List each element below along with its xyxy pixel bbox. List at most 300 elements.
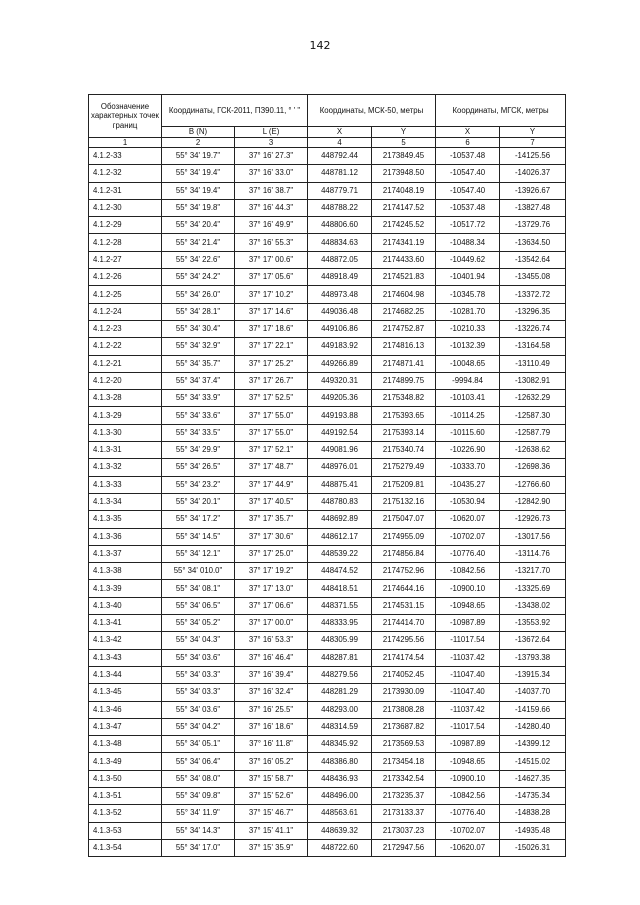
cell-point-id: 4.1.2-23 — [89, 320, 162, 337]
cell-point-id: 4.1.2-21 — [89, 355, 162, 372]
cell-msk-x: 449081.96 — [308, 442, 372, 459]
cell-mgsk-x: -10281.70 — [436, 303, 500, 320]
cell-latitude-b: 55° 34' 23.2" — [162, 476, 235, 493]
cell-latitude-b: 55° 34' 04.3" — [162, 632, 235, 649]
cell-msk-x: 448371.55 — [308, 597, 372, 614]
cell-longitude-l: 37° 17' 25.0" — [235, 545, 308, 562]
cell-mgsk-x: -10333.70 — [436, 459, 500, 476]
cell-msk-x: 449193.88 — [308, 407, 372, 424]
table-row — [89, 372, 566, 389]
cell-msk-x: 449266.89 — [308, 355, 372, 372]
cell-mgsk-y: -13114.76 — [500, 545, 566, 562]
cell-msk-y: 2174245.52 — [372, 217, 436, 234]
table-row — [89, 615, 566, 632]
cell-point-id: 4.1.3-50 — [89, 770, 162, 787]
cell-msk-y: 2174147.52 — [372, 199, 436, 216]
table-row — [89, 684, 566, 701]
column-number-7: 7 — [500, 137, 566, 148]
table-row — [89, 390, 566, 407]
cell-msk-y: 2175132.16 — [372, 493, 436, 510]
cell-longitude-l: 37° 15' 41.1" — [235, 822, 308, 839]
cell-longitude-l: 37° 17' 18.6" — [235, 320, 308, 337]
cell-point-id: 4.1.2-24 — [89, 303, 162, 320]
cell-point-id: 4.1.3-41 — [89, 615, 162, 632]
cell-mgsk-y: -12842.90 — [500, 493, 566, 510]
cell-mgsk-y: -13672.64 — [500, 632, 566, 649]
cell-mgsk-y: -13164.58 — [500, 338, 566, 355]
cell-msk-x: 448333.95 — [308, 615, 372, 632]
table-row — [89, 666, 566, 683]
table-row — [89, 632, 566, 649]
table-row — [89, 199, 566, 216]
cell-msk-y: 2173948.50 — [372, 165, 436, 182]
cell-point-id: 4.1.3-54 — [89, 839, 162, 856]
table-row — [89, 511, 566, 528]
cell-latitude-b: 55° 34' 33.6" — [162, 407, 235, 424]
cell-mgsk-y: -13455.08 — [500, 269, 566, 286]
cell-latitude-b: 55° 34' 17.0" — [162, 839, 235, 856]
cell-msk-y: 2173133.37 — [372, 805, 436, 822]
cell-latitude-b: 55° 34' 05.2" — [162, 615, 235, 632]
cell-longitude-l: 37° 17' 40.5" — [235, 493, 308, 510]
cell-msk-x: 448293.00 — [308, 701, 372, 718]
column-number-2: 2 — [162, 137, 235, 148]
cell-msk-y: 2175279.49 — [372, 459, 436, 476]
cell-longitude-l: 37° 17' 35.7" — [235, 511, 308, 528]
cell-msk-x: 449320.31 — [308, 372, 372, 389]
cell-longitude-l: 37° 17' 48.7" — [235, 459, 308, 476]
cell-msk-y: 2174414.70 — [372, 615, 436, 632]
cell-msk-x: 449106.86 — [308, 320, 372, 337]
cell-latitude-b: 55° 34' 08.1" — [162, 580, 235, 597]
cell-longitude-l: 37° 17' 14.6" — [235, 303, 308, 320]
cell-msk-x: 448474.52 — [308, 563, 372, 580]
cell-latitude-b: 55° 34' 37.4" — [162, 372, 235, 389]
cell-mgsk-y: -13915.34 — [500, 666, 566, 683]
column-number-4: 4 — [308, 137, 372, 148]
table-row — [89, 805, 566, 822]
cell-longitude-l: 37° 17' 13.0" — [235, 580, 308, 597]
cell-msk-y: 2174871.41 — [372, 355, 436, 372]
cell-latitude-b: 55° 34' 010.0" — [162, 563, 235, 580]
cell-latitude-b: 55° 34' 19.4" — [162, 165, 235, 182]
cell-longitude-l: 37° 15' 46.7" — [235, 805, 308, 822]
cell-mgsk-y: -14515.02 — [500, 753, 566, 770]
cell-mgsk-x: -10345.78 — [436, 286, 500, 303]
cell-longitude-l: 37° 16' 38.7" — [235, 182, 308, 199]
cell-mgsk-x: -10115.60 — [436, 424, 500, 441]
cell-longitude-l: 37° 17' 00.0" — [235, 615, 308, 632]
cell-mgsk-y: -12587.79 — [500, 424, 566, 441]
cell-point-id: 4.1.3-30 — [89, 424, 162, 441]
cell-longitude-l: 37° 17' 55.0" — [235, 424, 308, 441]
cell-point-id: 4.1.3-51 — [89, 787, 162, 804]
table-row — [89, 787, 566, 804]
cell-mgsk-x: -10842.56 — [436, 787, 500, 804]
cell-msk-y: 2173808.28 — [372, 701, 436, 718]
cell-mgsk-y: -13634.50 — [500, 234, 566, 251]
cell-msk-y: 2174816.13 — [372, 338, 436, 355]
table-row — [89, 355, 566, 372]
cell-msk-x: 448780.83 — [308, 493, 372, 510]
cell-point-id: 4.1.3-36 — [89, 528, 162, 545]
cell-longitude-l: 37° 16' 55.3" — [235, 234, 308, 251]
cell-msk-y: 2174048.19 — [372, 182, 436, 199]
cell-msk-y: 2174955.09 — [372, 528, 436, 545]
cell-mgsk-x: -10948.65 — [436, 753, 500, 770]
table-row — [89, 234, 566, 251]
cell-msk-x: 448918.49 — [308, 269, 372, 286]
cell-latitude-b: 55° 34' 26.5" — [162, 459, 235, 476]
cell-latitude-b: 55° 34' 30.4" — [162, 320, 235, 337]
cell-longitude-l: 37° 16' 53.3" — [235, 632, 308, 649]
table-row — [89, 580, 566, 597]
table-row — [89, 839, 566, 856]
cell-longitude-l: 37° 17' 22.1" — [235, 338, 308, 355]
cell-mgsk-y: -13325.69 — [500, 580, 566, 597]
cell-point-id: 4.1.3-38 — [89, 563, 162, 580]
cell-latitude-b: 55° 34' 08.0" — [162, 770, 235, 787]
table-body — [89, 148, 566, 857]
cell-latitude-b: 55° 34' 11.9" — [162, 805, 235, 822]
table-row — [89, 822, 566, 839]
cell-msk-y: 2174682.25 — [372, 303, 436, 320]
cell-mgsk-y: -14159.66 — [500, 701, 566, 718]
cell-point-id: 4.1.3-34 — [89, 493, 162, 510]
cell-longitude-l: 37° 16' 27.3" — [235, 148, 308, 165]
cell-point-id: 4.1.3-37 — [89, 545, 162, 562]
cell-msk-x: 448436.93 — [308, 770, 372, 787]
cell-mgsk-x: -11037.42 — [436, 701, 500, 718]
cell-msk-y: 2174604.98 — [372, 286, 436, 303]
cell-latitude-b: 55° 34' 19.7" — [162, 148, 235, 165]
cell-latitude-b: 55° 34' 21.4" — [162, 234, 235, 251]
cell-point-id: 4.1.3-42 — [89, 632, 162, 649]
cell-msk-y: 2174899.75 — [372, 372, 436, 389]
cell-point-id: 4.1.2-33 — [89, 148, 162, 165]
cell-mgsk-y: -13793.38 — [500, 649, 566, 666]
cell-point-id: 4.1.2-32 — [89, 165, 162, 182]
cell-msk-y: 2173342.54 — [372, 770, 436, 787]
table-row — [89, 528, 566, 545]
cell-msk-x: 449036.48 — [308, 303, 372, 320]
cell-mgsk-y: -14280.40 — [500, 718, 566, 735]
cell-latitude-b: 55° 34' 14.5" — [162, 528, 235, 545]
cell-mgsk-y: -13553.92 — [500, 615, 566, 632]
cell-longitude-l: 37° 17' 00.6" — [235, 251, 308, 268]
cell-msk-x: 448287.81 — [308, 649, 372, 666]
cell-latitude-b: 55° 34' 33.5" — [162, 424, 235, 441]
cell-msk-x: 448314.59 — [308, 718, 372, 735]
cell-msk-x: 449192.54 — [308, 424, 372, 441]
table-row — [89, 320, 566, 337]
cell-mgsk-x: -11047.40 — [436, 666, 500, 683]
cell-msk-x: 448639.32 — [308, 822, 372, 839]
cell-mgsk-x: -10900.10 — [436, 770, 500, 787]
cell-mgsk-y: -12587.30 — [500, 407, 566, 424]
cell-mgsk-x: -10776.40 — [436, 805, 500, 822]
cell-latitude-b: 55° 34' 14.3" — [162, 822, 235, 839]
cell-mgsk-y: -13372.72 — [500, 286, 566, 303]
cell-mgsk-x: -10226.90 — [436, 442, 500, 459]
table-row — [89, 442, 566, 459]
cell-point-id: 4.1.3-45 — [89, 684, 162, 701]
cell-longitude-l: 37° 17' 30.6" — [235, 528, 308, 545]
cell-latitude-b: 55° 34' 19.8" — [162, 199, 235, 216]
cell-msk-x: 448418.51 — [308, 580, 372, 597]
cell-mgsk-x: -10620.07 — [436, 511, 500, 528]
cell-longitude-l: 37° 17' 19.2" — [235, 563, 308, 580]
cell-longitude-l: 37° 15' 35.9" — [235, 839, 308, 856]
cell-mgsk-x: -10132.39 — [436, 338, 500, 355]
cell-latitude-b: 55° 34' 03.3" — [162, 666, 235, 683]
cell-longitude-l: 37° 16' 46.4" — [235, 649, 308, 666]
header-point-designation: Обозначение характерных точек границ — [89, 95, 162, 138]
header-msk-x: X — [308, 127, 372, 138]
cell-longitude-l: 37° 16' 32.4" — [235, 684, 308, 701]
cell-mgsk-y: -13110.49 — [500, 355, 566, 372]
cell-mgsk-x: -10449.62 — [436, 251, 500, 268]
cell-mgsk-x: -10702.07 — [436, 528, 500, 545]
cell-mgsk-x: -10948.65 — [436, 597, 500, 614]
cell-msk-y: 2172947.56 — [372, 839, 436, 856]
cell-longitude-l: 37° 16' 33.0" — [235, 165, 308, 182]
table-row — [89, 165, 566, 182]
header-mgsk-coordinates: Координаты, МГСК, метры — [436, 95, 566, 127]
cell-mgsk-y: -12926.73 — [500, 511, 566, 528]
cell-msk-y: 2175393.65 — [372, 407, 436, 424]
cell-mgsk-y: -12638.62 — [500, 442, 566, 459]
cell-mgsk-x: -10776.40 — [436, 545, 500, 562]
cell-latitude-b: 55° 34' 22.6" — [162, 251, 235, 268]
cell-mgsk-x: -11017.54 — [436, 718, 500, 735]
cell-point-id: 4.1.3-53 — [89, 822, 162, 839]
cell-mgsk-x: -10537.48 — [436, 199, 500, 216]
cell-latitude-b: 55° 34' 32.9" — [162, 338, 235, 355]
cell-longitude-l: 37° 16' 25.5" — [235, 701, 308, 718]
cell-point-id: 4.1.2-28 — [89, 234, 162, 251]
table-row — [89, 563, 566, 580]
table-row — [89, 338, 566, 355]
cell-longitude-l: 37° 16' 11.8" — [235, 736, 308, 753]
table-row — [89, 459, 566, 476]
cell-mgsk-y: -13438.02 — [500, 597, 566, 614]
cell-msk-y: 2173454.18 — [372, 753, 436, 770]
cell-point-id: 4.1.3-28 — [89, 390, 162, 407]
cell-mgsk-x: -10987.89 — [436, 736, 500, 753]
cell-msk-x: 448779.71 — [308, 182, 372, 199]
cell-mgsk-x: -10530.94 — [436, 493, 500, 510]
cell-point-id: 4.1.3-44 — [89, 666, 162, 683]
cell-point-id: 4.1.3-46 — [89, 701, 162, 718]
table-row — [89, 770, 566, 787]
cell-mgsk-y: -13017.56 — [500, 528, 566, 545]
cell-msk-y: 2175209.81 — [372, 476, 436, 493]
cell-msk-x: 448279.56 — [308, 666, 372, 683]
cell-mgsk-y: -14735.34 — [500, 787, 566, 804]
cell-msk-x: 449183.92 — [308, 338, 372, 355]
table-row — [89, 493, 566, 510]
cell-mgsk-x: -10547.40 — [436, 182, 500, 199]
cell-msk-x: 448792.44 — [308, 148, 372, 165]
cell-point-id: 4.1.3-31 — [89, 442, 162, 459]
table-row — [89, 303, 566, 320]
cell-mgsk-y: -14399.12 — [500, 736, 566, 753]
cell-msk-y: 2174174.54 — [372, 649, 436, 666]
cell-mgsk-y: -14037.70 — [500, 684, 566, 701]
cell-longitude-l: 37° 17' 52.5" — [235, 390, 308, 407]
column-number-6: 6 — [436, 137, 500, 148]
cell-msk-x: 448806.60 — [308, 217, 372, 234]
cell-msk-x: 448872.05 — [308, 251, 372, 268]
cell-longitude-l: 37° 17' 52.1" — [235, 442, 308, 459]
cell-msk-x: 448976.01 — [308, 459, 372, 476]
cell-msk-y: 2174644.16 — [372, 580, 436, 597]
cell-mgsk-x: -10537.48 — [436, 148, 500, 165]
cell-msk-x: 448563.61 — [308, 805, 372, 822]
cell-point-id: 4.1.3-49 — [89, 753, 162, 770]
cell-mgsk-x: -10900.10 — [436, 580, 500, 597]
cell-msk-y: 2174052.45 — [372, 666, 436, 683]
header-gsk-coordinates: Координаты, ГСК-2011, ПЗ90.11, ° ' " — [162, 95, 308, 127]
cell-longitude-l: 37° 17' 06.6" — [235, 597, 308, 614]
cell-msk-y: 2173849.45 — [372, 148, 436, 165]
cell-latitude-b: 55° 34' 12.1" — [162, 545, 235, 562]
cell-point-id: 4.1.2-22 — [89, 338, 162, 355]
header-mgsk-x: X — [436, 127, 500, 138]
table-row — [89, 736, 566, 753]
cell-point-id: 4.1.2-20 — [89, 372, 162, 389]
cell-mgsk-y: -13729.76 — [500, 217, 566, 234]
cell-latitude-b: 55° 34' 06.5" — [162, 597, 235, 614]
table-row — [89, 649, 566, 666]
cell-point-id: 4.1.3-35 — [89, 511, 162, 528]
cell-longitude-l: 37° 17' 44.9" — [235, 476, 308, 493]
cell-msk-x: 448788.22 — [308, 199, 372, 216]
cell-longitude-l: 37° 17' 05.6" — [235, 269, 308, 286]
cell-longitude-l: 37° 17' 25.2" — [235, 355, 308, 372]
coordinates-table — [88, 94, 566, 857]
cell-msk-x: 448692.89 — [308, 511, 372, 528]
cell-mgsk-x: -10048.65 — [436, 355, 500, 372]
cell-latitude-b: 55° 34' 06.4" — [162, 753, 235, 770]
cell-msk-x: 448722.60 — [308, 839, 372, 856]
cell-mgsk-y: -14026.37 — [500, 165, 566, 182]
cell-mgsk-y: -13542.64 — [500, 251, 566, 268]
header-l: L (E) — [235, 127, 308, 138]
cell-point-id: 4.1.2-29 — [89, 217, 162, 234]
cell-msk-x: 448345.92 — [308, 736, 372, 753]
cell-msk-x: 448386.80 — [308, 753, 372, 770]
cell-msk-x: 448305.99 — [308, 632, 372, 649]
cell-msk-x: 448781.12 — [308, 165, 372, 182]
cell-latitude-b: 55° 34' 05.1" — [162, 736, 235, 753]
cell-point-id: 4.1.2-25 — [89, 286, 162, 303]
cell-point-id: 4.1.3-39 — [89, 580, 162, 597]
cell-longitude-l: 37° 16' 49.9" — [235, 217, 308, 234]
table-row — [89, 286, 566, 303]
header-b: B (N) — [162, 127, 235, 138]
cell-mgsk-y: -14627.35 — [500, 770, 566, 787]
cell-msk-y: 2175393.14 — [372, 424, 436, 441]
cell-latitude-b: 55° 34' 20.4" — [162, 217, 235, 234]
cell-longitude-l: 37° 16' 05.2" — [235, 753, 308, 770]
cell-msk-x: 448281.29 — [308, 684, 372, 701]
cell-mgsk-y: -14838.28 — [500, 805, 566, 822]
cell-longitude-l: 37° 17' 26.7" — [235, 372, 308, 389]
table-row — [89, 545, 566, 562]
cell-point-id: 4.1.2-31 — [89, 182, 162, 199]
cell-msk-y: 2174752.96 — [372, 563, 436, 580]
cell-msk-y: 2174531.15 — [372, 597, 436, 614]
cell-mgsk-y: -13827.48 — [500, 199, 566, 216]
cell-mgsk-y: -12766.60 — [500, 476, 566, 493]
cell-mgsk-y: -13226.74 — [500, 320, 566, 337]
cell-msk-y: 2173569.53 — [372, 736, 436, 753]
cell-longitude-l: 37° 16' 18.6" — [235, 718, 308, 735]
cell-mgsk-x: -10517.72 — [436, 217, 500, 234]
column-number-3: 3 — [235, 137, 308, 148]
cell-mgsk-x: -10620.07 — [436, 839, 500, 856]
header-mgsk-y: Y — [500, 127, 566, 138]
cell-point-id: 4.1.2-27 — [89, 251, 162, 268]
page-number: 142 — [309, 39, 331, 52]
cell-point-id: 4.1.3-43 — [89, 649, 162, 666]
cell-mgsk-x: -11047.40 — [436, 684, 500, 701]
cell-longitude-l: 37° 15' 52.6" — [235, 787, 308, 804]
cell-msk-y: 2173687.82 — [372, 718, 436, 735]
cell-msk-y: 2175047.07 — [372, 511, 436, 528]
cell-point-id: 4.1.3-47 — [89, 718, 162, 735]
cell-mgsk-y: -13296.35 — [500, 303, 566, 320]
column-number-1: 1 — [89, 137, 162, 148]
cell-latitude-b: 55° 34' 33.9" — [162, 390, 235, 407]
cell-latitude-b: 55° 34' 19.4" — [162, 182, 235, 199]
cell-mgsk-x: -10547.40 — [436, 165, 500, 182]
cell-mgsk-x: -9994.84 — [436, 372, 500, 389]
table-row — [89, 148, 566, 165]
cell-msk-y: 2173235.37 — [372, 787, 436, 804]
cell-point-id: 4.1.3-40 — [89, 597, 162, 614]
cell-latitude-b: 55° 34' 24.2" — [162, 269, 235, 286]
cell-mgsk-y: -15026.31 — [500, 839, 566, 856]
cell-longitude-l: 37° 17' 55.0" — [235, 407, 308, 424]
cell-mgsk-y: -12632.29 — [500, 390, 566, 407]
cell-msk-y: 2174752.87 — [372, 320, 436, 337]
header-msk-coordinates: Координаты, МСК-50, метры — [308, 95, 436, 127]
cell-msk-x: 448973.48 — [308, 286, 372, 303]
cell-msk-x: 448612.17 — [308, 528, 372, 545]
cell-point-id: 4.1.3-29 — [89, 407, 162, 424]
cell-msk-y: 2173037.23 — [372, 822, 436, 839]
table-row — [89, 753, 566, 770]
cell-mgsk-x: -10103.41 — [436, 390, 500, 407]
cell-latitude-b: 55° 34' 04.2" — [162, 718, 235, 735]
cell-msk-y: 2175340.74 — [372, 442, 436, 459]
cell-point-id: 4.1.3-48 — [89, 736, 162, 753]
cell-latitude-b: 55° 34' 35.7" — [162, 355, 235, 372]
cell-mgsk-x: -11017.54 — [436, 632, 500, 649]
cell-msk-x: 448539.22 — [308, 545, 372, 562]
table-row — [89, 407, 566, 424]
cell-mgsk-y: -13217.70 — [500, 563, 566, 580]
cell-point-id: 4.1.3-52 — [89, 805, 162, 822]
cell-mgsk-x: -11037.42 — [436, 649, 500, 666]
cell-latitude-b: 55° 34' 28.1" — [162, 303, 235, 320]
cell-latitude-b: 55° 34' 03.6" — [162, 649, 235, 666]
cell-msk-y: 2174341.19 — [372, 234, 436, 251]
cell-latitude-b: 55° 34' 26.0" — [162, 286, 235, 303]
